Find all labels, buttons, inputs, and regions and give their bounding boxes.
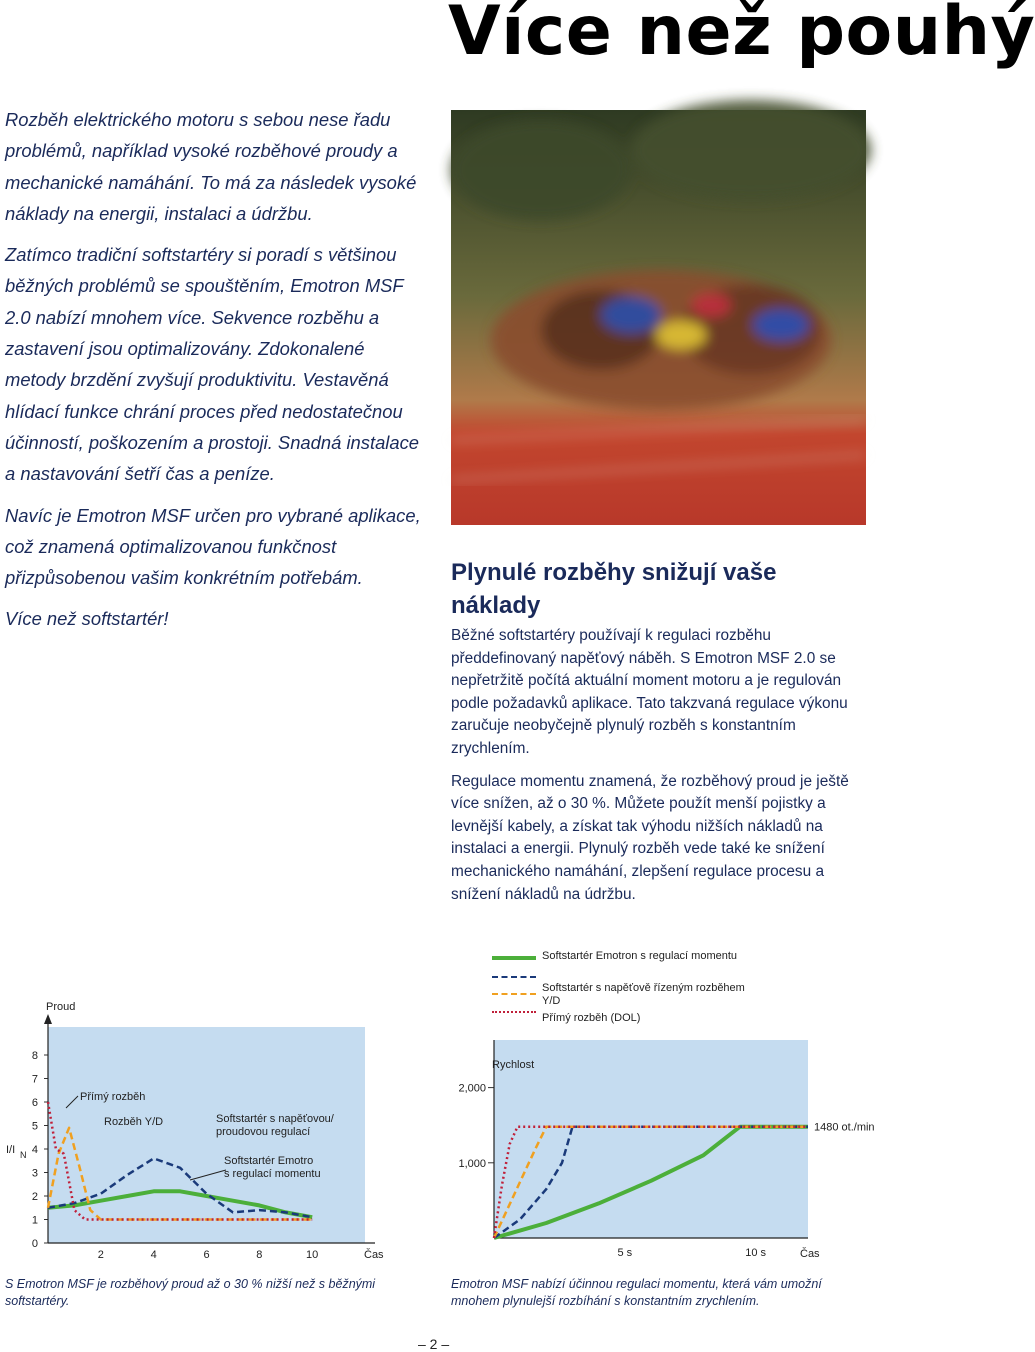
section-heading: Plynulé rozběhy snižují vaše náklady bbox=[451, 559, 777, 619]
intro-paragraph: Více než softstartér! bbox=[5, 608, 169, 630]
x-tick-label: 10 s bbox=[745, 1247, 767, 1259]
y-tick-label: 1,000 bbox=[458, 1157, 486, 1170]
x-tick-label: 2 bbox=[97, 1249, 104, 1261]
legend-swatch bbox=[492, 976, 536, 978]
legend-swatch bbox=[492, 956, 536, 960]
y-tick-label: 0 bbox=[31, 1238, 38, 1250]
intro-paragraph: Rozběh elektrického motoru s sebou nese řadu problémů, například vysoké rozběhové proudy a mechanické namáhání. To má za následek vysoké náklady na energii, instalaci a údržbu. bbox=[5, 109, 417, 224]
annotation: proudovou regulací bbox=[216, 1126, 311, 1138]
annotation: Softstartér s napěťovou/ bbox=[216, 1113, 334, 1125]
y-tick-label: 4 bbox=[31, 1144, 38, 1156]
y-axis-title: Proud bbox=[46, 1001, 76, 1013]
annotation: s regulací momentu bbox=[224, 1168, 321, 1180]
y-tick-label: 3 bbox=[31, 1167, 38, 1180]
intro-paragraph: Navíc je Emotron MSF určen pro vybrané aplikace, což znamená optimalizovanou funkčnost přizpůsobenou vašim konkrétním potřebám. bbox=[5, 504, 421, 589]
y-axis-arrow bbox=[44, 1014, 52, 1024]
plot-area bbox=[48, 1027, 365, 1243]
legend-label: Softstartér s napěťově řízeným rozběhem Y/D bbox=[542, 982, 745, 1007]
section-paragraph: Běžné softstartéry používají k regulaci rozběhu předdefinovaný napěťový náběh. S Emotron MSF 2.0 se nepřetržitě počítá aktuální moment motoru a je regulován podle požadavků aplikace. Tato takzvaná regulace výkonu zaručuje neobyčejně plynulý rozběh s konstantním zrychlením. bbox=[451, 627, 848, 757]
x-tick-label: 4 bbox=[150, 1249, 157, 1261]
y-axis-title: Rychlost bbox=[492, 1059, 535, 1071]
x-tick-label: 10 bbox=[306, 1249, 319, 1261]
y-tick-label: 8 bbox=[31, 1050, 38, 1062]
legend-label: Softstartér Emotron s regulací momentu bbox=[542, 950, 738, 962]
y-tick-label: 2 bbox=[31, 1191, 38, 1203]
y-tick-label: 7 bbox=[31, 1073, 38, 1086]
intro-text bbox=[5, 104, 425, 645]
annotation: 1480 ot./min bbox=[814, 1121, 875, 1134]
y-tick-label: 6 bbox=[31, 1097, 38, 1109]
section-text bbox=[451, 625, 871, 916]
y-tick-label: 2,000 bbox=[458, 1082, 486, 1095]
page-title: Více než pouhý bbox=[448, 0, 1035, 71]
y-axis-label: I/I bbox=[6, 1144, 16, 1156]
x-axis-title: Čas bbox=[364, 1249, 384, 1261]
current-chart bbox=[0, 990, 440, 1290]
x-tick-label: 8 bbox=[256, 1249, 263, 1261]
current-chart-caption: S Emotron MSF je rozběhový proud až o 30 % nižší než s běžnými softstartéry. bbox=[5, 1277, 376, 1308]
x-axis-title: Čas bbox=[800, 1248, 820, 1260]
intro-paragraph: Zatímco tradiční softstartéry si poradí s většinou běžných problémů se spouštěním, Emotron MSF 2.0 nabízí mnohem více. Sekvence rozběhu a zastavení jsou optimalizovány. Zdokonalené metody brzdění zvyšují produktivitu. Vestavěná hlídací funkce chrání proces před nedostatečnou účinností, poškozením a prostoji. Snadná instalace a nastavování šetří čas a peníze. bbox=[5, 244, 420, 485]
speed-chart-caption: Emotron MSF nabízí účinnou regulaci momentu, která vám umožní mnohem plynulejší rozbíhání s konstantním zrychlením. bbox=[451, 1277, 822, 1308]
x-tick-label: 5 s bbox=[617, 1247, 633, 1259]
legend-label: Přímý rozběh (DOL) bbox=[542, 1012, 641, 1024]
annotation: Přímý rozběh bbox=[80, 1091, 146, 1103]
plot-area bbox=[494, 1040, 808, 1238]
y-tick-label: 1 bbox=[31, 1214, 38, 1227]
speed-chart bbox=[448, 1000, 918, 1280]
sprinters-photo bbox=[451, 110, 866, 525]
page-number: – 2 – bbox=[418, 1336, 450, 1352]
x-tick-label: 6 bbox=[203, 1249, 210, 1261]
y-axis-label-subscript: N bbox=[20, 1150, 27, 1160]
section-paragraph: Regulace momentu znamená, že rozběhový proud je ještě více snížen, až o 30 %. Můžete použít menší pojistky a levnější kabely, a získat tak výhodu nižších nákladů na instalaci a energii. Plynulý rozběh vede také ke snížení mechanického namáhání, zlepšení regulace procesu a snížení nákladů na údržbu. bbox=[451, 772, 849, 903]
legend-swatch bbox=[492, 993, 536, 995]
y-tick-label: 5 bbox=[31, 1120, 38, 1133]
annotation: Rozběh Y/D bbox=[104, 1116, 164, 1128]
annotation: Softstartér Emotro bbox=[224, 1155, 314, 1167]
